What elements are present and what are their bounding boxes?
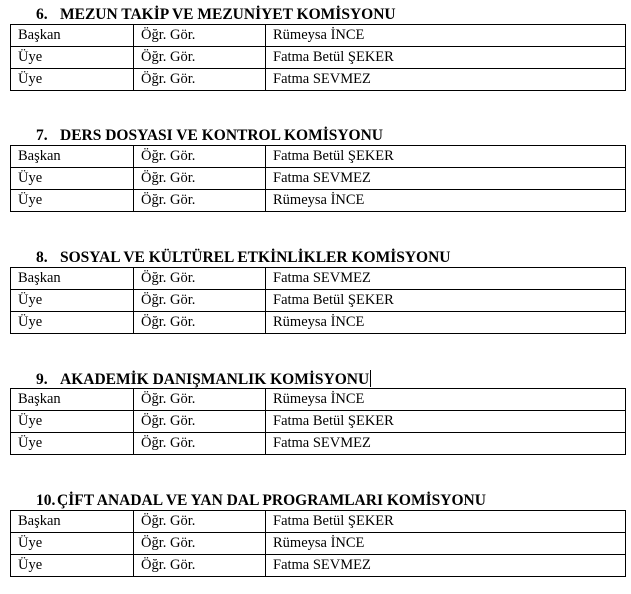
- table-row: [11, 433, 626, 455]
- members-table: [10, 267, 626, 334]
- table-row: [11, 47, 626, 69]
- title-cell: Öğr. Gör.: [134, 190, 266, 212]
- table-row: [11, 511, 626, 533]
- section-heading: [36, 127, 383, 145]
- role-cell: Üye: [11, 555, 134, 577]
- title-cell: Öğr. Gör.: [134, 47, 266, 69]
- table-row: [11, 411, 626, 433]
- table-row: [11, 533, 626, 555]
- table-row: [11, 555, 626, 577]
- table-row: [11, 290, 626, 312]
- table-row: [11, 268, 626, 290]
- section-number: 6.: [36, 6, 48, 23]
- title-cell: Öğr. Gör.: [134, 69, 266, 91]
- table-row: [11, 25, 626, 47]
- role-cell: Başkan: [11, 146, 134, 168]
- name-cell: Fatma SEVMEZ: [266, 555, 626, 577]
- section-heading: [36, 370, 371, 389]
- section-title: AKADEMİK DANIŞMANLIK KOMİSYONU: [60, 371, 370, 388]
- role-cell: Başkan: [11, 511, 134, 533]
- name-cell: Fatma SEVMEZ: [266, 433, 626, 455]
- table-row: [11, 69, 626, 91]
- role-cell: Üye: [11, 168, 134, 190]
- section-heading: [36, 6, 396, 24]
- section-title: ÇİFT ANADAL VE YAN DAL PROGRAMLARI KOMİSYONU: [57, 492, 486, 509]
- name-cell: Rümeysa İNCE: [266, 190, 626, 212]
- section-number: 9.: [36, 371, 48, 388]
- members-table: [10, 388, 626, 455]
- table-row: [11, 190, 626, 212]
- section-number: 7.: [36, 127, 48, 144]
- table-row: [11, 312, 626, 334]
- role-cell: Üye: [11, 69, 134, 91]
- role-cell: Üye: [11, 47, 134, 69]
- name-cell: Rümeysa İNCE: [266, 312, 626, 334]
- role-cell: Üye: [11, 433, 134, 455]
- name-cell: Rümeysa İNCE: [266, 25, 626, 47]
- table-row: [11, 146, 626, 168]
- name-cell: Rümeysa İNCE: [266, 389, 626, 411]
- role-cell: Üye: [11, 411, 134, 433]
- table-row: [11, 389, 626, 411]
- title-cell: Öğr. Gör.: [134, 389, 266, 411]
- section-title: DERS DOSYASI VE KONTROL KOMİSYONU: [60, 127, 383, 144]
- role-cell: Üye: [11, 290, 134, 312]
- text-cursor: [370, 370, 371, 387]
- section-title: MEZUN TAKİP VE MEZUNİYET KOMİSYONU: [60, 6, 396, 23]
- title-cell: Öğr. Gör.: [134, 290, 266, 312]
- section-heading: [36, 249, 451, 267]
- title-cell: Öğr. Gör.: [134, 268, 266, 290]
- section-number: 10.: [36, 492, 56, 509]
- members-table: [10, 510, 626, 577]
- role-cell: Üye: [11, 533, 134, 555]
- title-cell: Öğr. Gör.: [134, 312, 266, 334]
- name-cell: Fatma Betül ŞEKER: [266, 411, 626, 433]
- role-cell: Üye: [11, 190, 134, 212]
- role-cell: Başkan: [11, 25, 134, 47]
- members-table: [10, 24, 626, 91]
- members-table: [10, 145, 626, 212]
- name-cell: Fatma Betül ŞEKER: [266, 47, 626, 69]
- section-number: 8.: [36, 249, 48, 266]
- title-cell: Öğr. Gör.: [134, 168, 266, 190]
- title-cell: Öğr. Gör.: [134, 433, 266, 455]
- role-cell: Başkan: [11, 268, 134, 290]
- name-cell: Fatma Betül ŞEKER: [266, 290, 626, 312]
- role-cell: Başkan: [11, 389, 134, 411]
- title-cell: Öğr. Gör.: [134, 25, 266, 47]
- name-cell: Fatma Betül ŞEKER: [266, 146, 626, 168]
- name-cell: Fatma SEVMEZ: [266, 268, 626, 290]
- name-cell: Fatma Betül ŞEKER: [266, 511, 626, 533]
- title-cell: Öğr. Gör.: [134, 146, 266, 168]
- section-heading: [36, 492, 486, 510]
- title-cell: Öğr. Gör.: [134, 411, 266, 433]
- name-cell: Fatma SEVMEZ: [266, 168, 626, 190]
- name-cell: Rümeysa İNCE: [266, 533, 626, 555]
- role-cell: Üye: [11, 312, 134, 334]
- title-cell: Öğr. Gör.: [134, 511, 266, 533]
- table-row: [11, 168, 626, 190]
- title-cell: Öğr. Gör.: [134, 533, 266, 555]
- name-cell: Fatma SEVMEZ: [266, 69, 626, 91]
- section-title: SOSYAL VE KÜLTÜREL ETKİNLİKLER KOMİSYONU: [60, 249, 451, 266]
- title-cell: Öğr. Gör.: [134, 555, 266, 577]
